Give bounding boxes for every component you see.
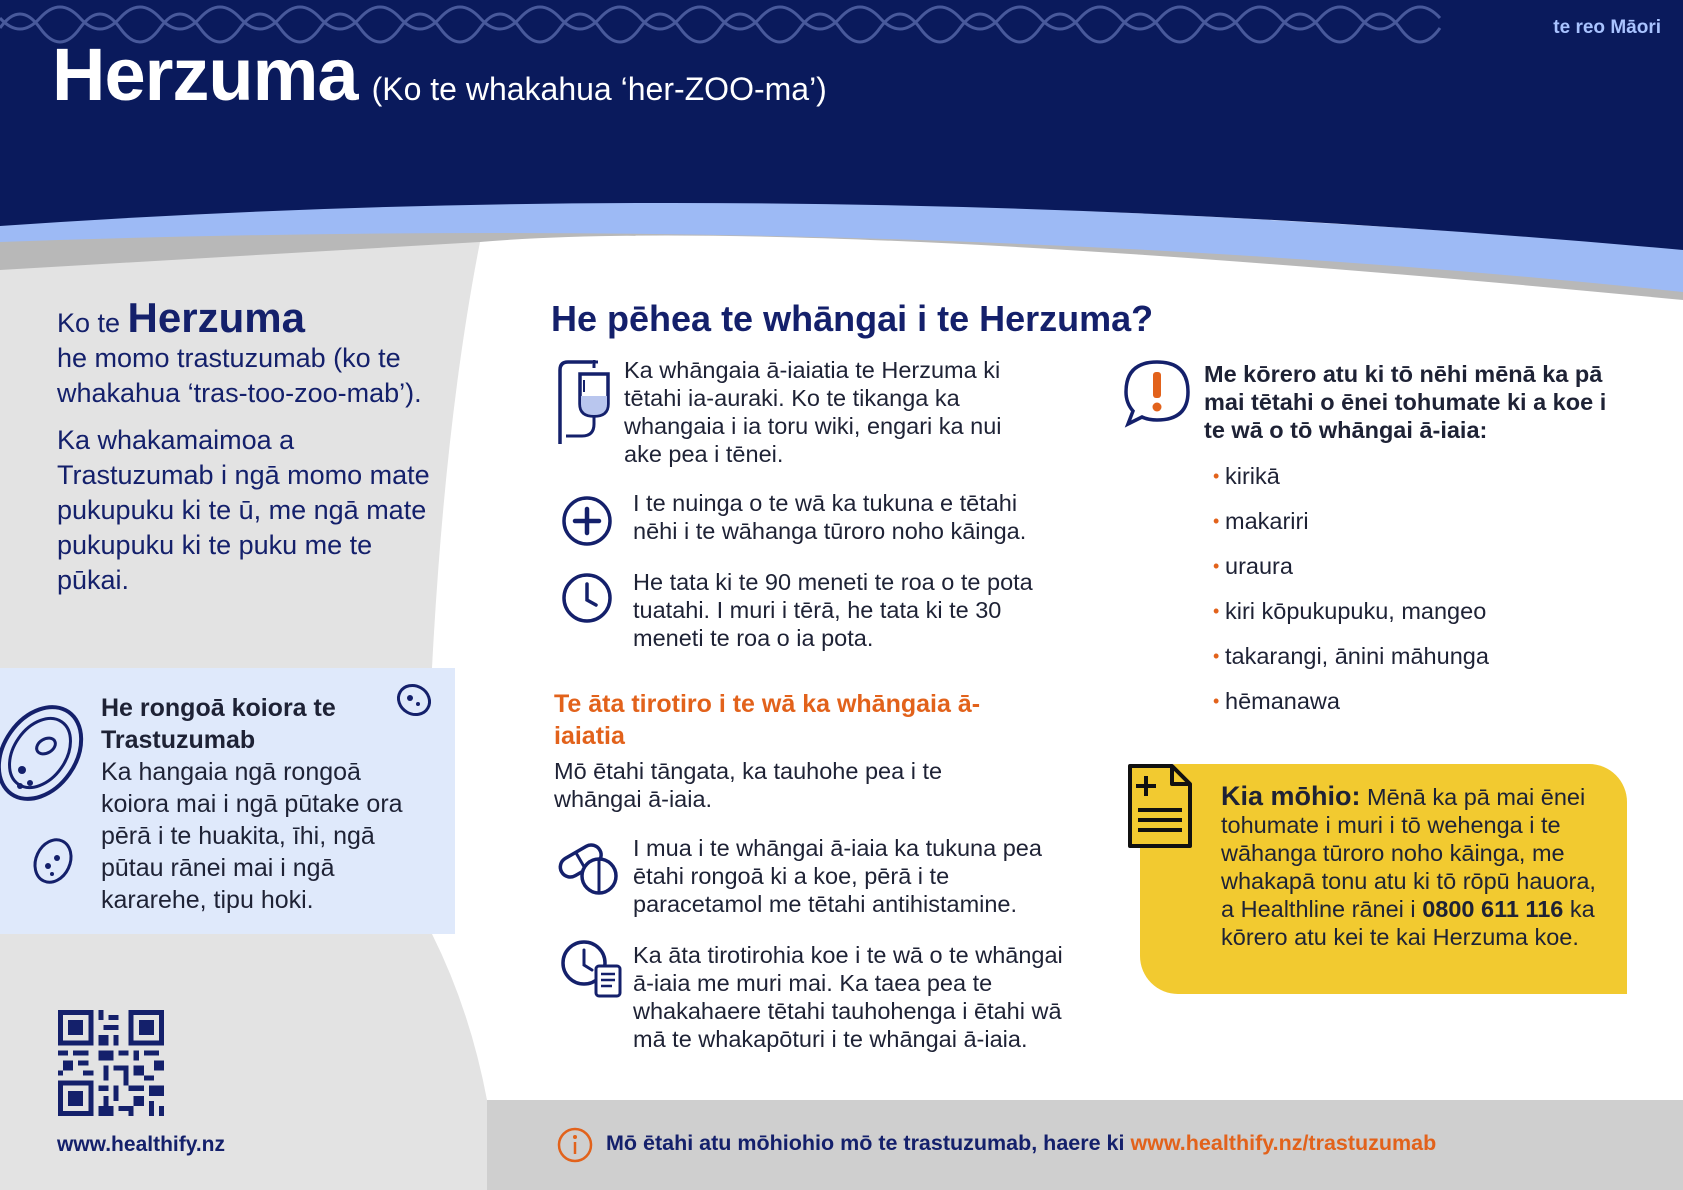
- item-text-2: I te nuinga o te wā ka tukuna e tētahi nēhi i te wāhanga tūroro noho kāinga.: [633, 490, 1027, 544]
- page-title: [52, 33, 827, 116]
- plus-circle-icon: [560, 494, 614, 548]
- warning-text: Me kōrero atu ki tō nēhi mēnā ka pā mai tētahi o ēnei tohumate ki a koe i te wā o tō whāngai ā-iaia:: [1204, 361, 1607, 443]
- intro-section: [57, 294, 437, 598]
- note-text-2: ka kōrero atu kei te kai Herzuma koe.: [1221, 896, 1595, 950]
- website-link[interactable]: www.healthify.nz: [57, 1133, 226, 1156]
- healthline-phone[interactable]: 0800 611 116: [1422, 896, 1564, 922]
- monitor-text-1: I mua i te whāngai ā-iaia ka tukuna pea ētahi rongoā ki a koe, pērā i te paracetamol me tētahi antihistamine.: [633, 835, 1042, 917]
- footer-text: Mō ētahi atu mōhiohio mō te trastuzumab, haere ki: [606, 1131, 1131, 1155]
- pronunciation: (Ko te whakahua ‘her-ZOO-ma’): [371, 71, 827, 107]
- footer-link[interactable]: www.healthify.nz/trastuzumab: [1130, 1131, 1437, 1155]
- monitor-intro: Mō ētahi tāngata, ka tauhohe pea i te whāngai ā-iaia.: [554, 758, 943, 812]
- cell-icon: [0, 698, 86, 808]
- iv-drip-icon: [552, 358, 618, 446]
- intro-name: Herzuma: [127, 294, 305, 341]
- biologic-heading: He rongoā koiora te Trastuzumab: [101, 694, 336, 754]
- symptom-list: [1213, 462, 1489, 732]
- footer-info: [606, 1131, 1436, 1156]
- symptom-item: • kiri kōpukupuku, mangeo: [1213, 597, 1489, 642]
- biologic-body: Ka hangaia ngā rongoā koiora mai i ngā pūtake ora pērā i te huakita, īhi, ngā pūtau rānei mai i ngā kararehe, tipu hoki.: [101, 758, 403, 914]
- language-label: te reo Māori: [1553, 17, 1661, 38]
- symptom-item: • makariri: [1213, 507, 1489, 552]
- item-text-1: Ka whāngaia ā-iaiatia te Herzuma ki tētahi ia-auraki. Ko te tikanga ka whangaia i ia toru wiki, engari ka nui ake pea i tēnei.: [624, 357, 1002, 467]
- monitor-heading: Te āta tirotiro i te wā ka whāngaia ā-iaiatia: [554, 690, 981, 750]
- clock-icon: [560, 571, 614, 625]
- document-plus-icon: [1124, 760, 1194, 852]
- pills-icon: [555, 838, 621, 896]
- symptom-item: • takarangi, ānini māhunga: [1213, 642, 1489, 687]
- biologic-text: [101, 692, 421, 916]
- item-text-3: He tata ki te 90 meneti te roa o te pota tuatahi. I muri i tērā, he tata ki te 30 meneti te roa o ia pota.: [633, 569, 1033, 651]
- intro-line2: Ka whakamaimoa a Trastuzumab i ngā momo mate pukupuku ki te ū, me ngā mate pukupuku ki te puku me te pūkai.: [57, 425, 430, 595]
- intro-line1: he momo trastuzumab (ko te whakahua ‘tras-too-zoo-mab’).: [57, 343, 422, 408]
- main-heading: He pēhea te whāngai i te Herzuma?: [551, 298, 1154, 339]
- exclamation-speech-icon: [1122, 358, 1192, 428]
- clock-document-icon: [560, 938, 626, 998]
- intro-prefix: Ko te: [57, 308, 128, 338]
- note-text-1: Mēnā ka pā mai ēnei tohumate i muri i tō wehenga i te wāhanga tūroro noho kāinga, me whakapā tonu atu ki tō rōpū hauora, a Healthline rānei i: [1221, 784, 1596, 922]
- info-icon: [556, 1126, 594, 1164]
- symptom-item: • hēmanawa: [1213, 687, 1489, 732]
- note-text: [1221, 782, 1611, 951]
- qr-code[interactable]: [58, 1010, 164, 1116]
- small-cell-icon: [30, 836, 76, 886]
- monitor-text-2: Ka āta tirotirohia koe i te wā o te whāngai ā-iaia me muri mai. Ka taea pea te whakahaere tētahi tauhohenga i ētahi wā mā te whakapōturi i te whāngai ā-iaia.: [633, 942, 1063, 1052]
- title-text: Herzuma: [52, 33, 358, 116]
- note-lead: Kia mōhio:: [1221, 781, 1361, 811]
- symptom-item: • kirikā: [1213, 462, 1489, 507]
- symptom-item: • uraura: [1213, 552, 1489, 597]
